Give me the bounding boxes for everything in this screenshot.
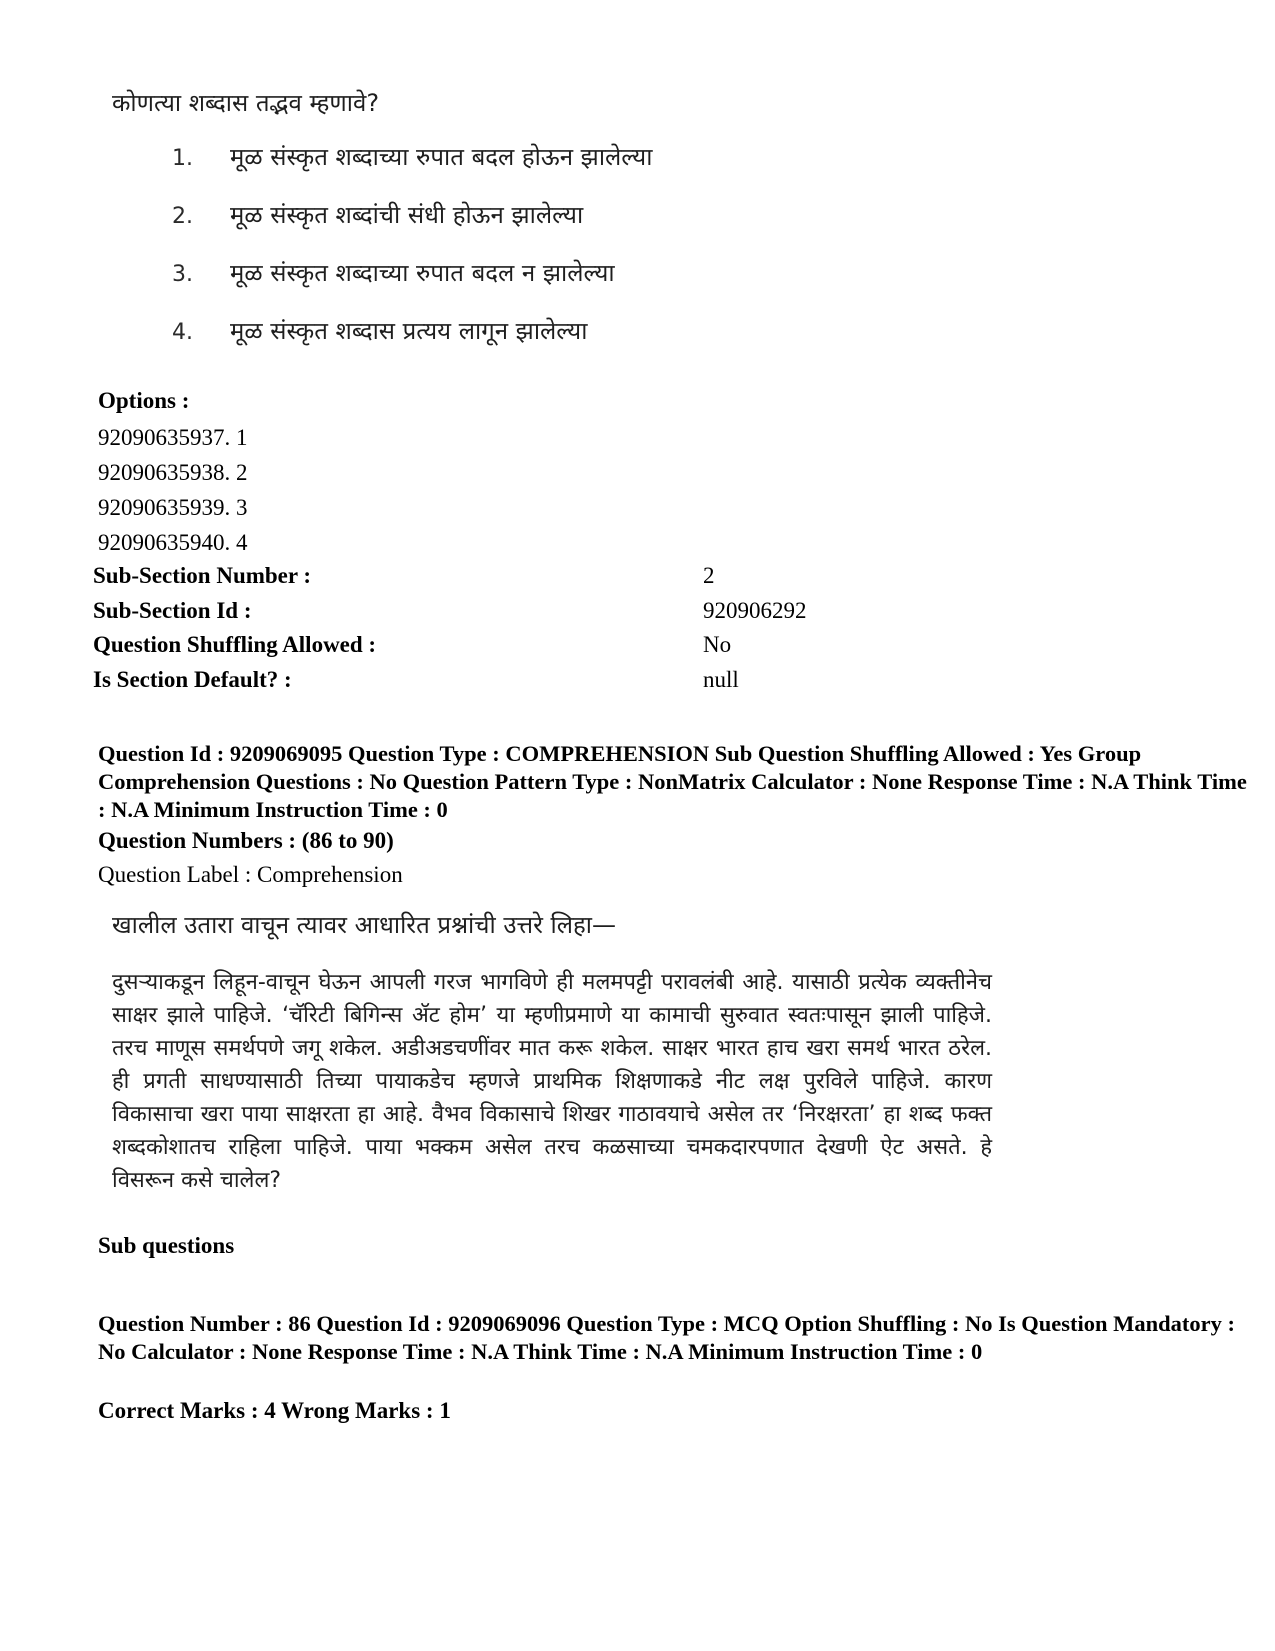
question-option — [172, 256, 652, 314]
meta-row — [93, 667, 807, 702]
option-ids-list — [98, 420, 248, 560]
marks-info: Correct Marks : 4 Wrong Marks : 1 — [98, 1398, 451, 1423]
meta-key: Sub-Section Number : — [93, 563, 312, 588]
meta-value: 2 — [703, 563, 715, 588]
question-title: कोणत्या शब्दास तद्भव म्हणावे? — [112, 89, 380, 117]
question-option — [172, 198, 652, 256]
option-id-item: 92090635937. 1 — [98, 425, 248, 450]
question-label: Question Label : Comprehension — [98, 862, 403, 887]
option-id-item: 92090635938. 2 — [98, 460, 248, 485]
option-number: 4. — [172, 320, 193, 345]
comprehension-instruction: खालील उतारा वाचून त्यावर आधारित प्रश्नांची उत्तरे लिहा— — [112, 911, 616, 939]
option-number: 1. — [172, 146, 193, 171]
question-numbers: Question Numbers : (86 to 90) — [98, 828, 394, 853]
sub-questions-heading: Sub questions — [98, 1233, 235, 1258]
meta-value: No — [703, 632, 732, 657]
option-number: 2. — [172, 204, 193, 229]
option-text: मूळ संस्कृत शब्दांची संधी होऊन झालेल्या — [230, 201, 584, 229]
option-text: मूळ संस्कृत शब्दाच्या रुपात बदल होऊन झालेल्या — [230, 143, 653, 171]
option-number: 3. — [172, 262, 193, 287]
meta-value: 920906292 — [703, 597, 807, 623]
meta-row — [93, 632, 807, 667]
meta-row — [93, 563, 807, 598]
meta-row — [93, 598, 807, 633]
option-text: मूळ संस्कृत शब्दाच्या रुपात बदल न झालेल्या — [230, 259, 615, 287]
section-meta-table — [93, 563, 807, 701]
question-option — [172, 140, 652, 198]
meta-key: Sub-Section Id : — [93, 597, 252, 623]
question-options-list — [172, 140, 652, 372]
meta-key: Is Section Default? : — [93, 666, 292, 692]
question-option — [172, 314, 652, 372]
meta-key: Question Shuffling Allowed : — [93, 632, 377, 657]
comprehension-passage: दुसऱ्याकडून लिहून-वाचून घेऊन आपली गरज भागविणे ही मलमपट्टी परावलंबी आहे. यासाठी प्रत्येक व्यक्तीनेच साक्षर झाले पाहिजे. ‘चॅरिटी बिगिन्स ॲट होम’ या म्हणीप्रमाणे या कामाची सुरुवात स्वतःपासून झाली पाहिजे. तरच माणूस समर्थपणे जगू शकेल. अडीअडचणींवर मात करू शकेल. साक्षर भारत हाच खरा समर्थ भारत ठरेल. ही प्रगती साधण्यासाठी तिच्या पायाकडेच म्हणजे प्राथमिक शिक्षणाकडे नीट लक्ष पुरविले पाहिजे. कारण विकासाचा खरा पाया साक्षरता हा आहे. वैभव विकासाचे शिखर गाठावयाचे असेल तर ‘निरक्षरता’ हा शब्द फक्त शब्दकोशातच राहिला पाहिजे. पाया भक्कम असेल तरच कळसाच्या चमकदारपणात देखणी ऐट असते. हे विसरून कसे चालेल? — [112, 970, 992, 1193]
option-text: मूळ संस्कृत शब्दास प्रत्यय लागून झालेल्या — [230, 317, 588, 345]
meta-value: null — [703, 666, 739, 692]
comprehension-info: Question Id : 9209069095 Question Type : COMPREHENSION Sub Question Shuffling Allowed : Yes Group Comprehension Questions : No Question Pattern Type : NonMatrix Calculator : None Response Time : N.A Think Time : N.A Minimum Instruction Time : 0 — [98, 741, 1247, 822]
option-id-item: 92090635939. 3 — [98, 495, 248, 520]
option-id-item: 92090635940. 4 — [98, 530, 248, 555]
sub-question-86-info: Question Number : 86 Question Id : 9209069096 Question Type : MCQ Option Shuffling : No Is Question Mandatory : No Calculator : None Response Time : N.A Think Time : N.A Minimum Instruction Time : 0 — [98, 1311, 1235, 1364]
options-label: Options : — [98, 388, 190, 413]
